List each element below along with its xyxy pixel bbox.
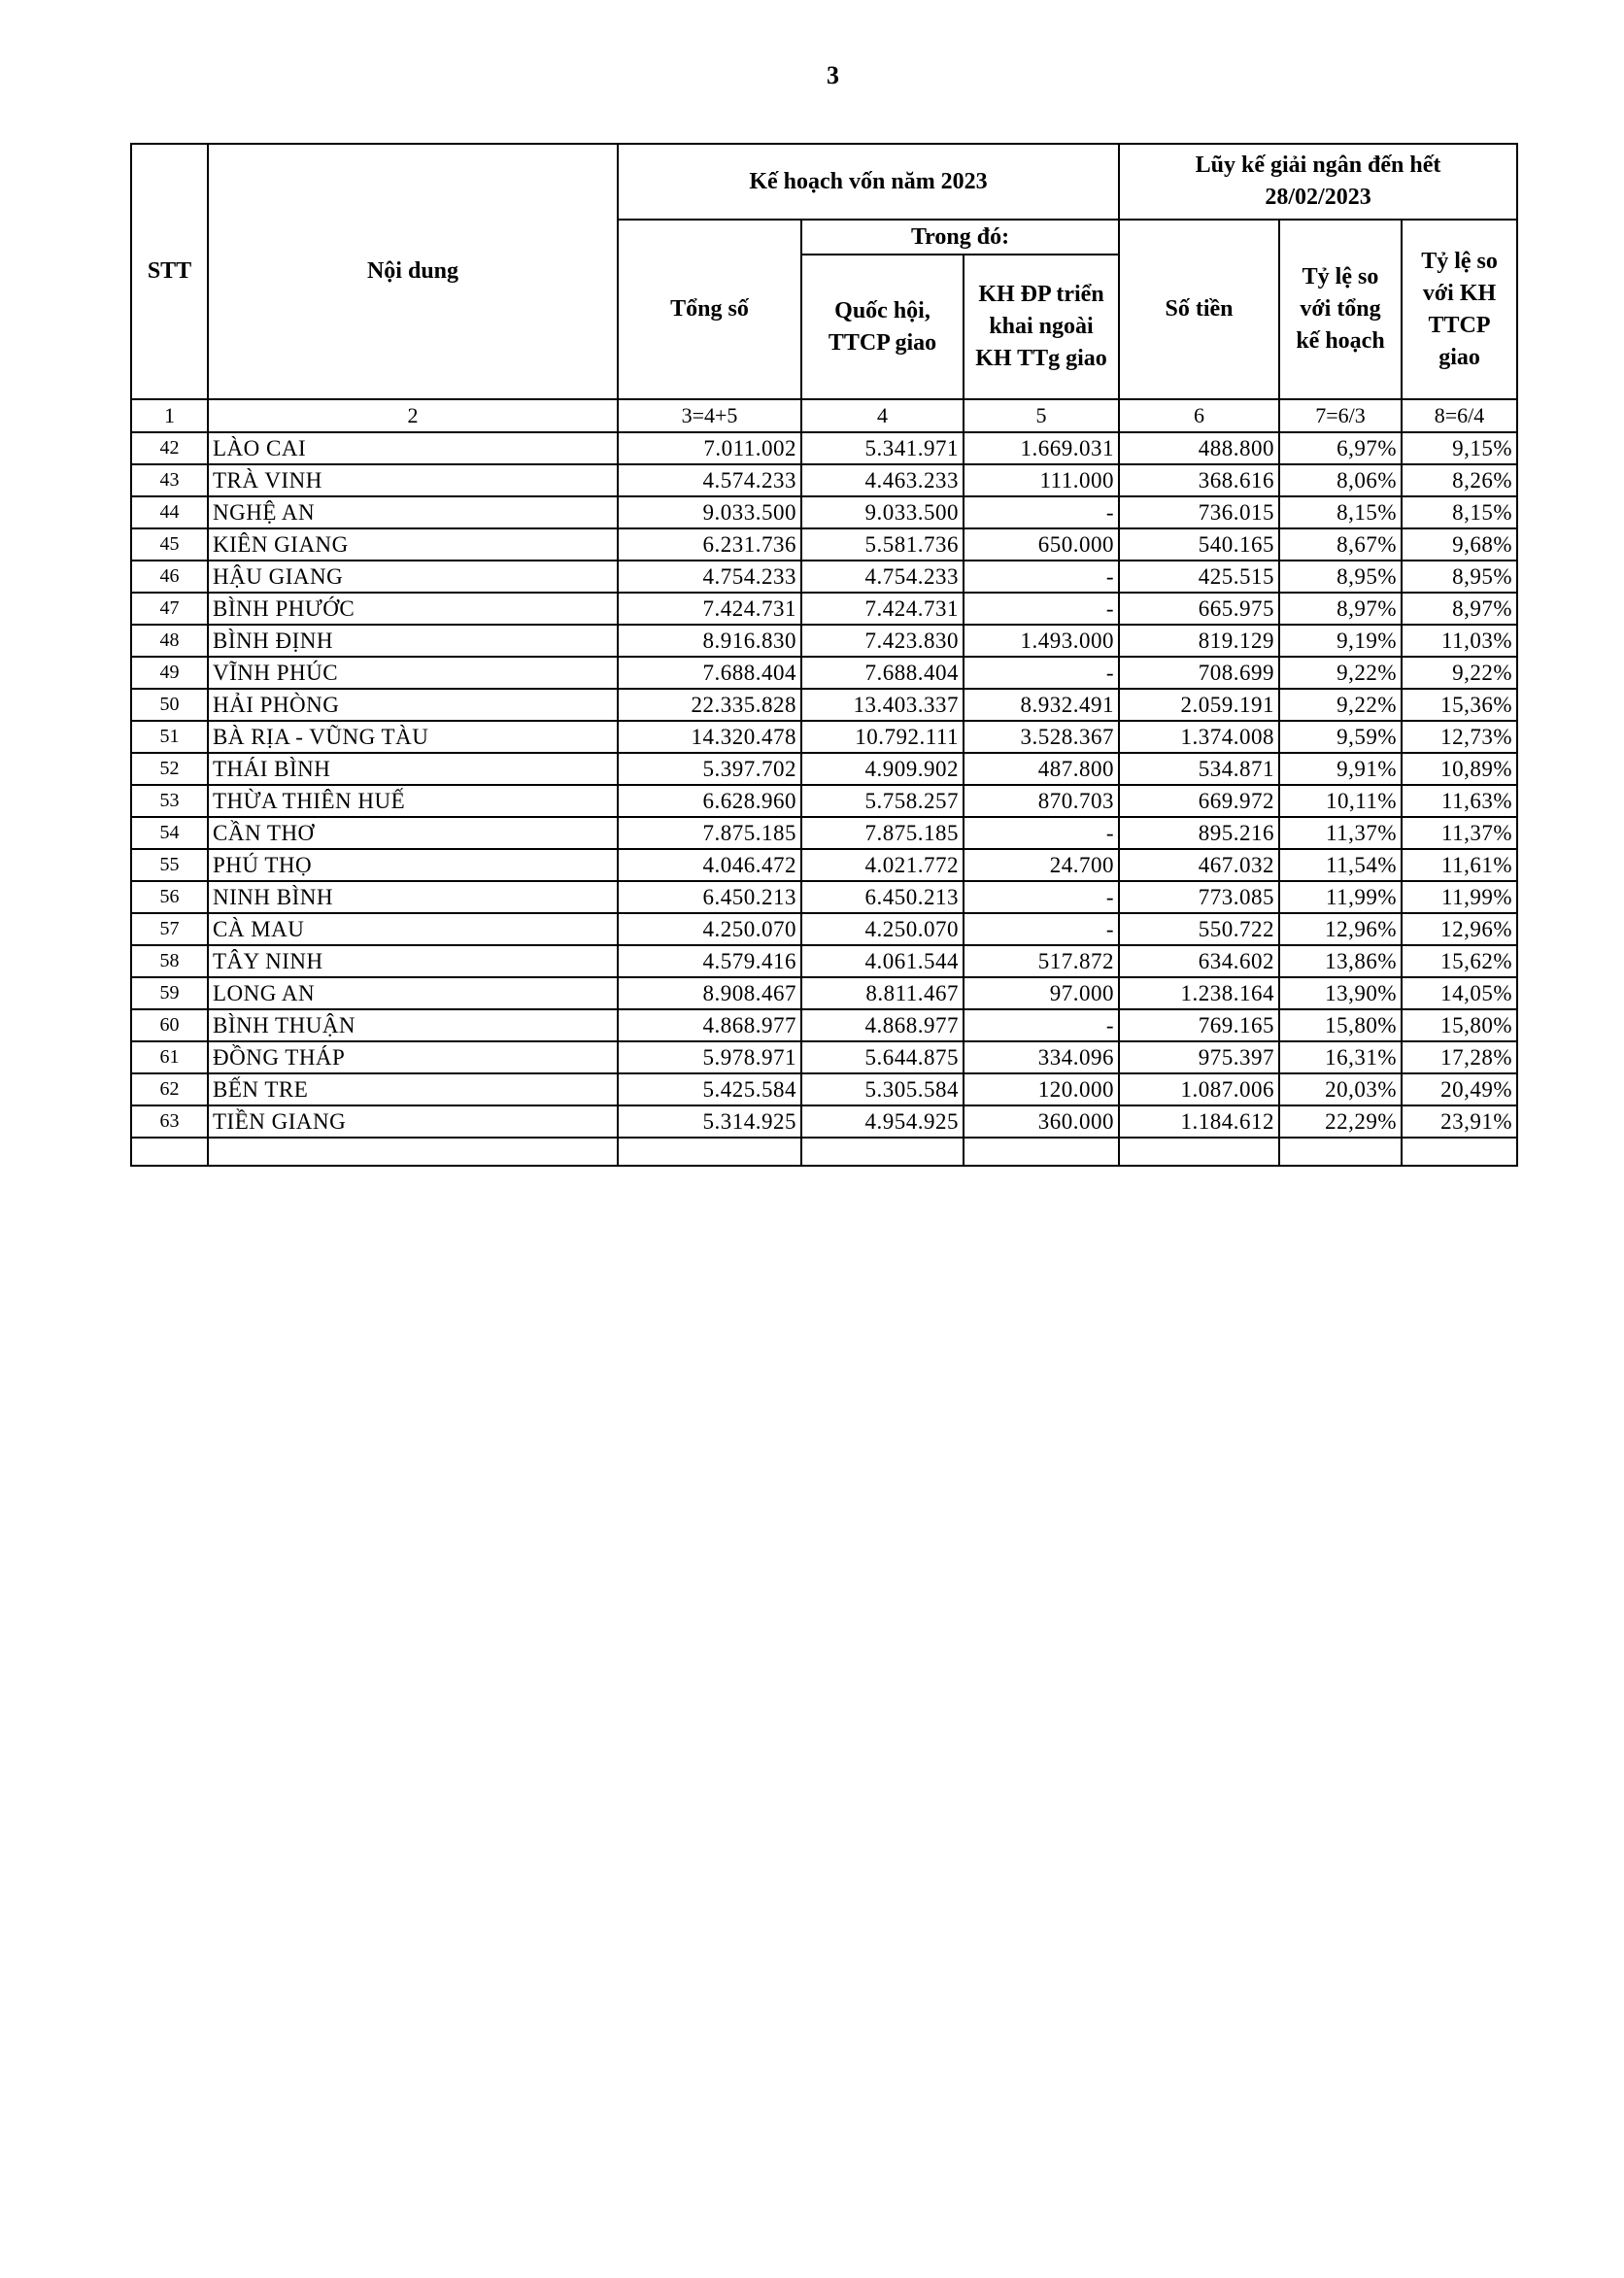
total-plan-cell: 7.424.731 <box>618 593 801 625</box>
local-plan-cell: - <box>964 593 1119 625</box>
local-plan-cell: 360.000 <box>964 1105 1119 1138</box>
province-name-cell: NGHỆ AN <box>208 496 618 528</box>
national-assembly-plan-cell: 4.909.902 <box>801 753 964 785</box>
column-number-row <box>131 399 1517 432</box>
table-row <box>131 881 1517 913</box>
table-row <box>131 817 1517 849</box>
national-assembly-plan-cell: 10.792.111 <box>801 721 964 753</box>
disbursed-amount-cell: 975.397 <box>1119 1041 1279 1073</box>
ratio-ttcp-plan-cell: 12,96% <box>1402 913 1517 945</box>
ratio-ttcp-plan-cell: 14,05% <box>1402 977 1517 1009</box>
local-plan-cell: 487.800 <box>964 753 1119 785</box>
province-name-cell: BÀ RỊA - VŨNG TÀU <box>208 721 618 753</box>
table-row <box>131 785 1517 817</box>
column-number: 6 <box>1119 399 1279 432</box>
national-assembly-plan-cell: 9.033.500 <box>801 496 964 528</box>
province-name-cell: HẢI PHÒNG <box>208 689 618 721</box>
disbursed-amount-cell: 665.975 <box>1119 593 1279 625</box>
disbursed-amount-cell: 467.032 <box>1119 849 1279 881</box>
total-plan-cell: 5.314.925 <box>618 1105 801 1138</box>
stt-cell: 60 <box>131 1009 208 1041</box>
province-name-cell: BẾN TRE <box>208 1073 618 1105</box>
table-row <box>131 977 1517 1009</box>
province-name-cell: CẦN THƠ <box>208 817 618 849</box>
national-assembly-plan-cell: 5.758.257 <box>801 785 964 817</box>
header-stt: STT <box>131 144 208 399</box>
province-name-cell: LONG AN <box>208 977 618 1009</box>
header-luy-ke-group: Lũy kế giải ngân đến hết 28/02/2023 <box>1119 144 1517 220</box>
header-kh-dp: KH ĐP triển khai ngoài KH TTg giao <box>964 255 1119 399</box>
ratio-ttcp-plan-cell: 11,03% <box>1402 625 1517 657</box>
ratio-ttcp-plan-cell: 9,15% <box>1402 432 1517 464</box>
national-assembly-plan-cell: 7.688.404 <box>801 657 964 689</box>
header-tong-so: Tổng số <box>618 220 801 399</box>
local-plan-cell: 3.528.367 <box>964 721 1119 753</box>
total-plan-cell: 9.033.500 <box>618 496 801 528</box>
local-plan-cell: - <box>964 657 1119 689</box>
disbursed-amount-cell: 773.085 <box>1119 881 1279 913</box>
local-plan-cell: 8.932.491 <box>964 689 1119 721</box>
disbursed-amount-cell: 736.015 <box>1119 496 1279 528</box>
ratio-ttcp-plan-cell: 8,97% <box>1402 593 1517 625</box>
province-name-cell: THỪA THIÊN HUẾ <box>208 785 618 817</box>
table-row <box>131 849 1517 881</box>
table-row <box>131 657 1517 689</box>
empty-cell <box>801 1138 964 1166</box>
table-header <box>131 144 1517 399</box>
province-name-cell: BÌNH PHƯỚC <box>208 593 618 625</box>
ratio-total-plan-cell: 11,99% <box>1279 881 1402 913</box>
ratio-ttcp-plan-cell: 10,89% <box>1402 753 1517 785</box>
table-row <box>131 1009 1517 1041</box>
ratio-total-plan-cell: 11,54% <box>1279 849 1402 881</box>
national-assembly-plan-cell: 5.341.971 <box>801 432 964 464</box>
ratio-total-plan-cell: 13,86% <box>1279 945 1402 977</box>
total-plan-cell: 7.875.185 <box>618 817 801 849</box>
ratio-total-plan-cell: 15,80% <box>1279 1009 1402 1041</box>
disbursed-amount-cell: 819.129 <box>1119 625 1279 657</box>
national-assembly-plan-cell: 4.754.233 <box>801 561 964 593</box>
stt-cell: 55 <box>131 849 208 881</box>
disbursed-amount-cell: 540.165 <box>1119 528 1279 561</box>
ratio-ttcp-plan-cell: 8,95% <box>1402 561 1517 593</box>
table-row <box>131 945 1517 977</box>
total-plan-cell: 6.628.960 <box>618 785 801 817</box>
table-row-empty <box>131 1138 1517 1166</box>
ratio-total-plan-cell: 9,19% <box>1279 625 1402 657</box>
province-name-cell: PHÚ THỌ <box>208 849 618 881</box>
stt-cell: 43 <box>131 464 208 496</box>
total-plan-cell: 7.011.002 <box>618 432 801 464</box>
local-plan-cell: - <box>964 881 1119 913</box>
province-name-cell: VĨNH PHÚC <box>208 657 618 689</box>
table-row <box>131 721 1517 753</box>
local-plan-cell: 334.096 <box>964 1041 1119 1073</box>
page-number: 3 <box>827 61 839 89</box>
national-assembly-plan-cell: 6.450.213 <box>801 881 964 913</box>
province-name-cell: BÌNH THUẬN <box>208 1009 618 1041</box>
disbursed-amount-cell: 708.699 <box>1119 657 1279 689</box>
stt-cell: 57 <box>131 913 208 945</box>
column-number: 5 <box>964 399 1119 432</box>
ratio-total-plan-cell: 6,97% <box>1279 432 1402 464</box>
ratio-ttcp-plan-cell: 17,28% <box>1402 1041 1517 1073</box>
table-row <box>131 464 1517 496</box>
local-plan-cell: 120.000 <box>964 1073 1119 1105</box>
stt-cell: 59 <box>131 977 208 1009</box>
stt-cell: 58 <box>131 945 208 977</box>
table-row <box>131 593 1517 625</box>
column-number: 1 <box>131 399 208 432</box>
ratio-total-plan-cell: 9,91% <box>1279 753 1402 785</box>
ratio-ttcp-plan-cell: 15,80% <box>1402 1009 1517 1041</box>
table-row <box>131 561 1517 593</box>
national-assembly-plan-cell: 4.463.233 <box>801 464 964 496</box>
province-name-cell: THÁI BÌNH <box>208 753 618 785</box>
province-name-cell: TIỀN GIANG <box>208 1105 618 1138</box>
ratio-ttcp-plan-cell: 9,22% <box>1402 657 1517 689</box>
total-plan-cell: 4.574.233 <box>618 464 801 496</box>
stt-cell: 50 <box>131 689 208 721</box>
ratio-ttcp-plan-cell: 15,62% <box>1402 945 1517 977</box>
stt-cell: 61 <box>131 1041 208 1073</box>
province-name-cell: TRÀ VINH <box>208 464 618 496</box>
total-plan-cell: 4.579.416 <box>618 945 801 977</box>
ratio-total-plan-cell: 8,06% <box>1279 464 1402 496</box>
national-assembly-plan-cell: 4.061.544 <box>801 945 964 977</box>
empty-cell <box>1119 1138 1279 1166</box>
ratio-total-plan-cell: 8,15% <box>1279 496 1402 528</box>
national-assembly-plan-cell: 4.250.070 <box>801 913 964 945</box>
national-assembly-plan-cell: 5.581.736 <box>801 528 964 561</box>
ratio-total-plan-cell: 9,59% <box>1279 721 1402 753</box>
table-row <box>131 1041 1517 1073</box>
stt-cell: 48 <box>131 625 208 657</box>
total-plan-cell: 8.908.467 <box>618 977 801 1009</box>
table-row <box>131 1073 1517 1105</box>
total-plan-cell: 4.754.233 <box>618 561 801 593</box>
local-plan-cell: 870.703 <box>964 785 1119 817</box>
table-row <box>131 432 1517 464</box>
total-plan-cell: 6.450.213 <box>618 881 801 913</box>
header-trong-do: Trong đó: <box>801 220 1119 255</box>
header-ty-le-ttcp: Tỷ lệ so với KH TTCP giao <box>1402 220 1517 399</box>
total-plan-cell: 6.231.736 <box>618 528 801 561</box>
empty-cell <box>1279 1138 1402 1166</box>
national-assembly-plan-cell: 5.644.875 <box>801 1041 964 1073</box>
stt-cell: 53 <box>131 785 208 817</box>
national-assembly-plan-cell: 13.403.337 <box>801 689 964 721</box>
ratio-total-plan-cell: 9,22% <box>1279 689 1402 721</box>
local-plan-cell: 111.000 <box>964 464 1119 496</box>
header-ty-le-tong: Tỷ lệ so với tổng kế hoạch <box>1279 220 1402 399</box>
table-row <box>131 528 1517 561</box>
stt-cell: 51 <box>131 721 208 753</box>
stt-cell: 49 <box>131 657 208 689</box>
province-name-cell: KIÊN GIANG <box>208 528 618 561</box>
national-assembly-plan-cell: 4.868.977 <box>801 1009 964 1041</box>
ratio-ttcp-plan-cell: 11,37% <box>1402 817 1517 849</box>
disbursed-amount-cell: 1.238.164 <box>1119 977 1279 1009</box>
ratio-total-plan-cell: 20,03% <box>1279 1073 1402 1105</box>
total-plan-cell: 5.425.584 <box>618 1073 801 1105</box>
ratio-ttcp-plan-cell: 15,36% <box>1402 689 1517 721</box>
local-plan-cell: - <box>964 496 1119 528</box>
ratio-ttcp-plan-cell: 11,61% <box>1402 849 1517 881</box>
province-name-cell: BÌNH ĐỊNH <box>208 625 618 657</box>
national-assembly-plan-cell: 7.875.185 <box>801 817 964 849</box>
local-plan-cell: - <box>964 1009 1119 1041</box>
header-so-tien: Số tiền <box>1119 220 1279 399</box>
disbursed-amount-cell: 534.871 <box>1119 753 1279 785</box>
stt-cell: 56 <box>131 881 208 913</box>
total-plan-cell: 4.868.977 <box>618 1009 801 1041</box>
national-assembly-plan-cell: 5.305.584 <box>801 1073 964 1105</box>
disbursed-amount-cell: 895.216 <box>1119 817 1279 849</box>
ratio-total-plan-cell: 22,29% <box>1279 1105 1402 1138</box>
header-noi-dung: Nội dung <box>208 144 618 399</box>
header-quoc-hoi: Quốc hội, TTCP giao <box>801 255 964 399</box>
ratio-total-plan-cell: 11,37% <box>1279 817 1402 849</box>
table-row <box>131 625 1517 657</box>
province-name-cell: TÂY NINH <box>208 945 618 977</box>
total-plan-cell: 8.916.830 <box>618 625 801 657</box>
table-row <box>131 1105 1517 1138</box>
total-plan-cell: 4.250.070 <box>618 913 801 945</box>
empty-cell <box>1402 1138 1517 1166</box>
ratio-total-plan-cell: 8,67% <box>1279 528 1402 561</box>
local-plan-cell: - <box>964 913 1119 945</box>
ratio-total-plan-cell: 13,90% <box>1279 977 1402 1009</box>
stt-cell: 54 <box>131 817 208 849</box>
province-name-cell: LÀO CAI <box>208 432 618 464</box>
province-name-cell: CÀ MAU <box>208 913 618 945</box>
ratio-ttcp-plan-cell: 11,63% <box>1402 785 1517 817</box>
empty-cell <box>208 1138 618 1166</box>
empty-cell <box>964 1138 1119 1166</box>
local-plan-cell: 1.493.000 <box>964 625 1119 657</box>
stt-cell: 52 <box>131 753 208 785</box>
disbursed-amount-cell: 1.087.006 <box>1119 1073 1279 1105</box>
column-number: 4 <box>801 399 964 432</box>
stt-cell: 63 <box>131 1105 208 1138</box>
table-row <box>131 753 1517 785</box>
empty-cell <box>618 1138 801 1166</box>
ratio-ttcp-plan-cell: 8,15% <box>1402 496 1517 528</box>
total-plan-cell: 5.978.971 <box>618 1041 801 1073</box>
total-plan-cell: 14.320.478 <box>618 721 801 753</box>
table-row <box>131 689 1517 721</box>
disbursed-amount-cell: 425.515 <box>1119 561 1279 593</box>
stt-cell: 62 <box>131 1073 208 1105</box>
stt-cell: 45 <box>131 528 208 561</box>
table-body <box>131 399 1517 1166</box>
disbursed-amount-cell: 1.184.612 <box>1119 1105 1279 1138</box>
table-row <box>131 496 1517 528</box>
disbursed-amount-cell: 634.602 <box>1119 945 1279 977</box>
local-plan-cell: 517.872 <box>964 945 1119 977</box>
stt-cell: 42 <box>131 432 208 464</box>
local-plan-cell: 1.669.031 <box>964 432 1119 464</box>
stt-cell: 47 <box>131 593 208 625</box>
ratio-ttcp-plan-cell: 11,99% <box>1402 881 1517 913</box>
national-assembly-plan-cell: 4.021.772 <box>801 849 964 881</box>
total-plan-cell: 5.397.702 <box>618 753 801 785</box>
table-row <box>131 913 1517 945</box>
national-assembly-plan-cell: 7.423.830 <box>801 625 964 657</box>
column-number: 7=6/3 <box>1279 399 1402 432</box>
ratio-ttcp-plan-cell: 9,68% <box>1402 528 1517 561</box>
disbursed-amount-cell: 769.165 <box>1119 1009 1279 1041</box>
local-plan-cell: 97.000 <box>964 977 1119 1009</box>
stt-cell: 46 <box>131 561 208 593</box>
national-assembly-plan-cell: 7.424.731 <box>801 593 964 625</box>
ratio-total-plan-cell: 16,31% <box>1279 1041 1402 1073</box>
column-number: 8=6/4 <box>1402 399 1517 432</box>
disbursement-table <box>130 143 1518 1167</box>
province-name-cell: HẬU GIANG <box>208 561 618 593</box>
disbursed-amount-cell: 2.059.191 <box>1119 689 1279 721</box>
column-number: 2 <box>208 399 618 432</box>
disbursed-amount-cell: 1.374.008 <box>1119 721 1279 753</box>
national-assembly-plan-cell: 4.954.925 <box>801 1105 964 1138</box>
disbursed-amount-cell: 368.616 <box>1119 464 1279 496</box>
ratio-ttcp-plan-cell: 8,26% <box>1402 464 1517 496</box>
local-plan-cell: 24.700 <box>964 849 1119 881</box>
ratio-total-plan-cell: 8,95% <box>1279 561 1402 593</box>
national-assembly-plan-cell: 8.811.467 <box>801 977 964 1009</box>
disbursed-amount-cell: 669.972 <box>1119 785 1279 817</box>
header-row-groups <box>131 144 1517 220</box>
total-plan-cell: 4.046.472 <box>618 849 801 881</box>
ratio-total-plan-cell: 10,11% <box>1279 785 1402 817</box>
stt-cell: 44 <box>131 496 208 528</box>
disbursed-amount-cell: 488.800 <box>1119 432 1279 464</box>
column-number: 3=4+5 <box>618 399 801 432</box>
ratio-total-plan-cell: 8,97% <box>1279 593 1402 625</box>
ratio-ttcp-plan-cell: 12,73% <box>1402 721 1517 753</box>
province-name-cell: ĐỒNG THÁP <box>208 1041 618 1073</box>
disbursed-amount-cell: 550.722 <box>1119 913 1279 945</box>
ratio-ttcp-plan-cell: 20,49% <box>1402 1073 1517 1105</box>
header-ke-hoach-group: Kế hoạch vốn năm 2023 <box>618 144 1119 220</box>
province-name-cell: NINH BÌNH <box>208 881 618 913</box>
local-plan-cell: 650.000 <box>964 528 1119 561</box>
local-plan-cell: - <box>964 561 1119 593</box>
ratio-total-plan-cell: 12,96% <box>1279 913 1402 945</box>
total-plan-cell: 7.688.404 <box>618 657 801 689</box>
ratio-ttcp-plan-cell: 23,91% <box>1402 1105 1517 1138</box>
ratio-total-plan-cell: 9,22% <box>1279 657 1402 689</box>
total-plan-cell: 22.335.828 <box>618 689 801 721</box>
local-plan-cell: - <box>964 817 1119 849</box>
empty-cell <box>131 1138 208 1166</box>
